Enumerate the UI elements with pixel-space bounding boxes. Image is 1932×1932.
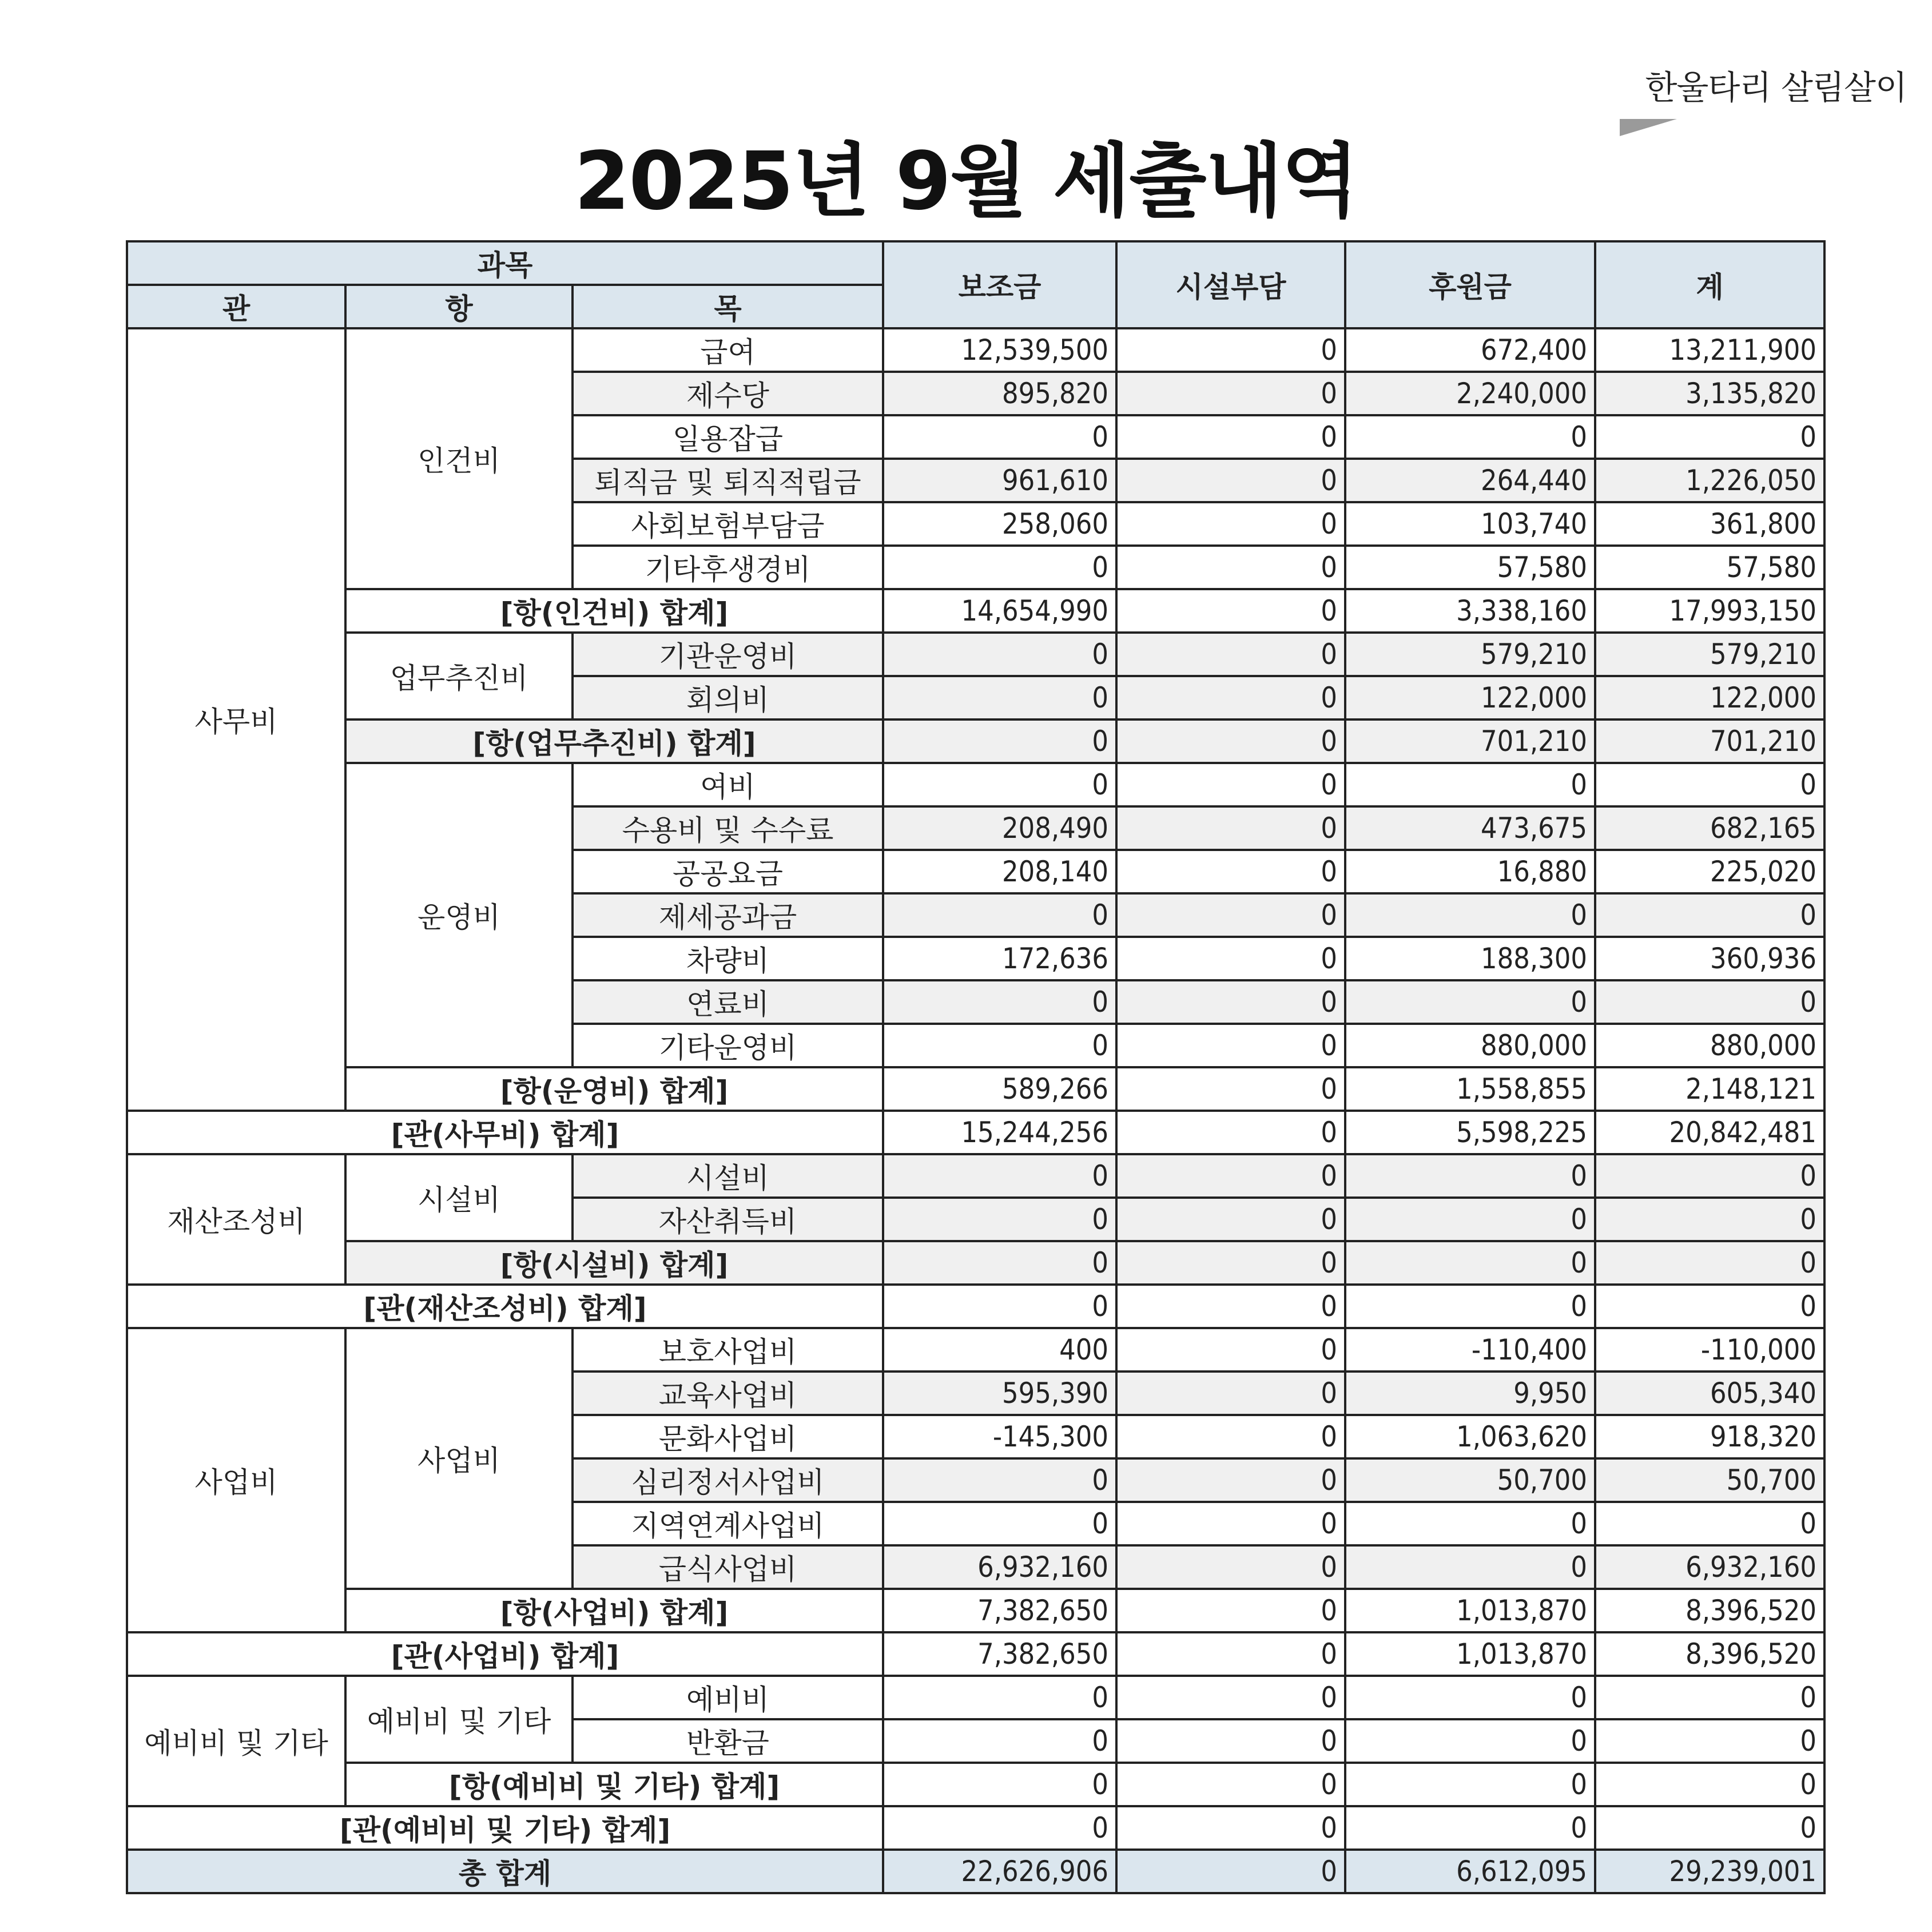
facility-value: 0 (1116, 1763, 1345, 1806)
donation-value: 0 (1345, 1719, 1595, 1763)
facility-value: 0 (1116, 502, 1345, 546)
subsidy-value: 0 (883, 719, 1116, 763)
table-row (127, 1589, 1824, 1632)
total-value: 0 (1595, 1198, 1824, 1241)
mok-cell: 지역연계사업비 (573, 1502, 883, 1545)
subsidy-value: 0 (883, 980, 1116, 1024)
subsidy-value: 895,820 (883, 372, 1116, 415)
total-value: 122,000 (1595, 676, 1824, 719)
subsidy-value: 961,610 (883, 459, 1116, 502)
donation-value: 0 (1345, 415, 1595, 459)
mok-cell: 일용잡급 (573, 415, 883, 459)
facility-value: 0 (1116, 328, 1345, 372)
subsidy-value: 172,636 (883, 937, 1116, 980)
subsidy-value: -145,300 (883, 1415, 1116, 1458)
hang-subtotal-label: [항(인건비) 합계] (345, 589, 883, 633)
mok-cell: 여비 (573, 763, 883, 806)
total-value: 57,580 (1595, 546, 1824, 589)
facility-value: 0 (1116, 1198, 1345, 1241)
total-value: 682,165 (1595, 806, 1824, 850)
table-row (127, 1763, 1824, 1806)
total-value: 0 (1595, 980, 1824, 1024)
facility-value: 0 (1116, 980, 1345, 1024)
facility-value: 0 (1116, 763, 1345, 806)
donation-value: 579,210 (1345, 633, 1595, 676)
hang-cell: 예비비 및 기타 (345, 1676, 573, 1763)
mok-cell: 기타운영비 (573, 1024, 883, 1067)
total-value: 0 (1595, 1241, 1824, 1285)
total-value: 50,700 (1595, 1458, 1824, 1502)
donation-value: 188,300 (1345, 937, 1595, 980)
subsidy-value: 6,932,160 (883, 1545, 1116, 1589)
facility-value: 0 (1116, 850, 1345, 893)
mok-cell: 기타후생경비 (573, 546, 883, 589)
subsidy-value: 589,266 (883, 1067, 1116, 1111)
organization-name: 한울타리 살림살이 (1645, 68, 1907, 107)
subsidy-value: 0 (883, 1719, 1116, 1763)
subsidy-value: 12,539,500 (883, 328, 1116, 372)
mok-cell: 공공요금 (573, 850, 883, 893)
facility-value: 0 (1116, 546, 1345, 589)
subsidy-value: 0 (883, 1502, 1116, 1545)
donation-value: 16,880 (1345, 850, 1595, 893)
hang-subtotal-label: [항(예비비 및 기타) 합계] (345, 1763, 883, 1806)
mok-cell: 연료비 (573, 980, 883, 1024)
subsidy-value: 0 (883, 1763, 1116, 1806)
gwan-subtotal-label: [관(재산조성비) 합계] (127, 1285, 883, 1328)
mok-cell: 제세공과금 (573, 893, 883, 937)
total-value: 8,396,520 (1595, 1589, 1824, 1632)
table-body (127, 328, 1824, 1893)
facility-value: 0 (1116, 1502, 1345, 1545)
facility-value: 0 (1116, 1285, 1345, 1328)
facility-value: 0 (1116, 372, 1345, 415)
mok-cell: 교육사업비 (573, 1372, 883, 1415)
donation-value: 5,598,225 (1345, 1111, 1595, 1154)
header-mok: 목 (573, 285, 883, 328)
donation-value: 0 (1345, 893, 1595, 937)
facility-value: 0 (1116, 1676, 1345, 1719)
donation-value: 57,580 (1345, 546, 1595, 589)
table-row (127, 1111, 1824, 1154)
gwan-cell: 사업비 (127, 1328, 345, 1632)
total-value: 29,239,001 (1595, 1850, 1824, 1893)
facility-value: 0 (1116, 1850, 1345, 1893)
donation-value: 0 (1345, 1545, 1595, 1589)
facility-value: 0 (1116, 1458, 1345, 1502)
total-value: 0 (1595, 1806, 1824, 1850)
header-gwan: 관 (127, 285, 345, 328)
donation-value: -110,400 (1345, 1328, 1595, 1372)
mok-cell: 급여 (573, 328, 883, 372)
subsidy-value: 0 (883, 546, 1116, 589)
hang-subtotal-label: [항(사업비) 합계] (345, 1589, 883, 1632)
donation-value: 1,013,870 (1345, 1632, 1595, 1676)
facility-value: 0 (1116, 1067, 1345, 1111)
donation-value: 0 (1345, 763, 1595, 806)
header-row-1 (127, 241, 1824, 285)
total-value: 701,210 (1595, 719, 1824, 763)
total-value: 2,148,121 (1595, 1067, 1824, 1111)
total-value: 0 (1595, 1154, 1824, 1198)
gwan-cell: 재산조성비 (127, 1154, 345, 1285)
donation-value: 122,000 (1345, 676, 1595, 719)
header-facility: 시설부담 (1116, 241, 1345, 328)
total-value: 361,800 (1595, 502, 1824, 546)
facility-value: 0 (1116, 893, 1345, 937)
donation-value: 0 (1345, 1502, 1595, 1545)
mok-cell: 보호사업비 (573, 1328, 883, 1372)
total-value: 1,226,050 (1595, 459, 1824, 502)
facility-value: 0 (1116, 633, 1345, 676)
mok-cell: 급식사업비 (573, 1545, 883, 1589)
subsidy-value: 0 (883, 676, 1116, 719)
facility-value: 0 (1116, 1111, 1345, 1154)
total-value: 6,932,160 (1595, 1545, 1824, 1589)
subsidy-value: 0 (883, 1198, 1116, 1241)
donation-value: 672,400 (1345, 328, 1595, 372)
hang-subtotal-label: [항(업무추진비) 합계] (345, 719, 883, 763)
hang-subtotal-label: [항(운영비) 합계] (345, 1067, 883, 1111)
subsidy-value: 14,654,990 (883, 589, 1116, 633)
hang-cell: 업무추진비 (345, 633, 573, 719)
subsidy-value: 208,140 (883, 850, 1116, 893)
total-value: -110,000 (1595, 1328, 1824, 1372)
total-value: 0 (1595, 1285, 1824, 1328)
donation-value: 701,210 (1345, 719, 1595, 763)
header-donation: 후원금 (1345, 241, 1595, 328)
mok-cell: 기관운영비 (573, 633, 883, 676)
subsidy-value: 0 (883, 1806, 1116, 1850)
mok-cell: 제수당 (573, 372, 883, 415)
mok-cell: 회의비 (573, 676, 883, 719)
table-row (127, 1632, 1824, 1676)
facility-value: 0 (1116, 1154, 1345, 1198)
facility-value: 0 (1116, 1545, 1345, 1589)
facility-value: 0 (1116, 1589, 1345, 1632)
subsidy-value: 7,382,650 (883, 1632, 1116, 1676)
mok-cell: 차량비 (573, 937, 883, 980)
table-row (127, 1850, 1824, 1893)
hang-cell: 운영비 (345, 763, 573, 1067)
subsidy-value: 0 (883, 1458, 1116, 1502)
mok-cell: 자산취득비 (573, 1198, 883, 1241)
subsidy-value: 15,244,256 (883, 1111, 1116, 1154)
subsidy-value: 22,626,906 (883, 1850, 1116, 1893)
total-value: 17,993,150 (1595, 589, 1824, 633)
subsidy-value: 7,382,650 (883, 1589, 1116, 1632)
table-row (127, 1154, 1824, 1198)
facility-value: 0 (1116, 1372, 1345, 1415)
donation-value: 0 (1345, 1198, 1595, 1241)
donation-value: 0 (1345, 1154, 1595, 1198)
facility-value: 0 (1116, 1806, 1345, 1850)
donation-value: 1,558,855 (1345, 1067, 1595, 1111)
total-value: 0 (1595, 763, 1824, 806)
total-value: 3,135,820 (1595, 372, 1824, 415)
gwan-cell: 사무비 (127, 328, 345, 1111)
facility-value: 0 (1116, 1241, 1345, 1285)
expenditure-table (126, 240, 1826, 1894)
table-row (127, 1328, 1824, 1372)
hang-cell: 인건비 (345, 328, 573, 589)
mok-cell: 심리정서사업비 (573, 1458, 883, 1502)
donation-value: 0 (1345, 980, 1595, 1024)
gwan-subtotal-label: [관(사업비) 합계] (127, 1632, 883, 1676)
hang-cell: 시설비 (345, 1154, 573, 1241)
facility-value: 0 (1116, 719, 1345, 763)
donation-value: 0 (1345, 1285, 1595, 1328)
header-total: 계 (1595, 241, 1824, 328)
subsidy-value: 0 (883, 1024, 1116, 1067)
facility-value: 0 (1116, 1024, 1345, 1067)
mok-cell: 반환금 (573, 1719, 883, 1763)
table-row (127, 1676, 1824, 1719)
subsidy-value: 0 (883, 633, 1116, 676)
facility-value: 0 (1116, 1415, 1345, 1458)
subsidy-value: 0 (883, 1676, 1116, 1719)
header-hang: 항 (345, 285, 573, 328)
subsidy-value: 0 (883, 893, 1116, 937)
donation-value: 2,240,000 (1345, 372, 1595, 415)
donation-value: 6,612,095 (1345, 1850, 1595, 1893)
facility-value: 0 (1116, 589, 1345, 633)
donation-value: 3,338,160 (1345, 589, 1595, 633)
facility-value: 0 (1116, 1719, 1345, 1763)
subsidy-value: 400 (883, 1328, 1116, 1372)
donation-value: 50,700 (1345, 1458, 1595, 1502)
total-value: 605,340 (1595, 1372, 1824, 1415)
donation-value: 9,950 (1345, 1372, 1595, 1415)
donation-value: 1,063,620 (1345, 1415, 1595, 1458)
table-row (127, 1241, 1824, 1285)
total-value: 579,210 (1595, 633, 1824, 676)
mok-cell: 사회보험부담금 (573, 502, 883, 546)
donation-value: 264,440 (1345, 459, 1595, 502)
grand-total-label: 총 합계 (127, 1850, 883, 1893)
facility-value: 0 (1116, 806, 1345, 850)
table-row (127, 328, 1824, 372)
hang-subtotal-label: [항(시설비) 합계] (345, 1241, 883, 1285)
total-value: 360,936 (1595, 937, 1824, 980)
header-subsidy: 보조금 (883, 241, 1116, 328)
donation-value: 0 (1345, 1676, 1595, 1719)
mok-cell: 예비비 (573, 1676, 883, 1719)
total-value: 880,000 (1595, 1024, 1824, 1067)
total-value: 0 (1595, 1763, 1824, 1806)
subsidy-value: 0 (883, 763, 1116, 806)
total-value: 0 (1595, 1502, 1824, 1545)
gwan-subtotal-label: [관(예비비 및 기타) 합계] (127, 1806, 883, 1850)
mok-cell: 문화사업비 (573, 1415, 883, 1458)
donation-value: 473,675 (1345, 806, 1595, 850)
mok-cell: 시설비 (573, 1154, 883, 1198)
total-value: 225,020 (1595, 850, 1824, 893)
subsidy-value: 208,490 (883, 806, 1116, 850)
table-row (127, 633, 1824, 676)
donation-value: 0 (1345, 1763, 1595, 1806)
donation-value: 103,740 (1345, 502, 1595, 546)
facility-value: 0 (1116, 1328, 1345, 1372)
donation-value: 880,000 (1345, 1024, 1595, 1067)
subsidy-value: 258,060 (883, 502, 1116, 546)
table-row (127, 719, 1824, 763)
subsidy-value: 595,390 (883, 1372, 1116, 1415)
hang-cell: 사업비 (345, 1328, 573, 1589)
facility-value: 0 (1116, 1632, 1345, 1676)
mok-cell: 수용비 및 수수료 (573, 806, 883, 850)
total-value: 0 (1595, 893, 1824, 937)
facility-value: 0 (1116, 676, 1345, 719)
page-title: 2025년 9월 세출내역 (574, 135, 1358, 228)
table-row (127, 589, 1824, 633)
table-row (127, 763, 1824, 806)
donation-value: 0 (1345, 1806, 1595, 1850)
subsidy-value: 0 (883, 415, 1116, 459)
subsidy-value: 0 (883, 1241, 1116, 1285)
gwan-cell: 예비비 및 기타 (127, 1676, 345, 1806)
donation-value: 1,013,870 (1345, 1589, 1595, 1632)
total-value: 13,211,900 (1595, 328, 1824, 372)
total-value: 8,396,520 (1595, 1632, 1824, 1676)
facility-value: 0 (1116, 459, 1345, 502)
total-value: 0 (1595, 1676, 1824, 1719)
mok-cell: 퇴직금 및 퇴직적립금 (573, 459, 883, 502)
total-value: 0 (1595, 415, 1824, 459)
subsidy-value: 0 (883, 1154, 1116, 1198)
subsidy-value: 0 (883, 1285, 1116, 1328)
donation-value: 0 (1345, 1241, 1595, 1285)
total-value: 918,320 (1595, 1415, 1824, 1458)
total-value: 0 (1595, 1719, 1824, 1763)
total-value: 20,842,481 (1595, 1111, 1824, 1154)
facility-value: 0 (1116, 937, 1345, 980)
gwan-subtotal-label: [관(사무비) 합계] (127, 1111, 883, 1154)
header-subject: 과목 (127, 241, 883, 285)
facility-value: 0 (1116, 415, 1345, 459)
table-row (127, 1806, 1824, 1850)
table-row (127, 1067, 1824, 1111)
table-row (127, 1285, 1824, 1328)
